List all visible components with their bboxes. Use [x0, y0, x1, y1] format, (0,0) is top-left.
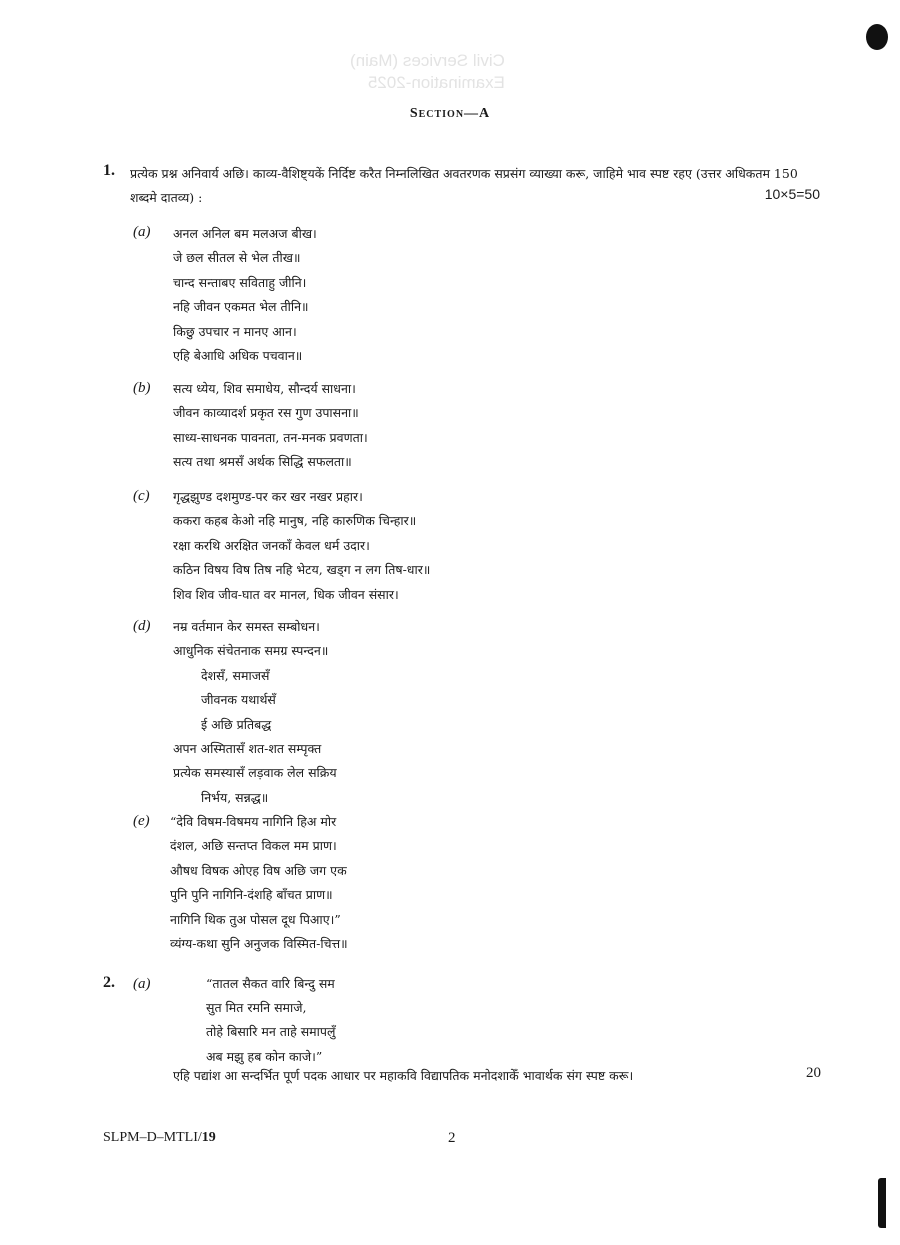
part-d-verse: [173, 615, 337, 810]
verse-line: किछु उपचार न मानए आन।: [173, 323, 297, 339]
part-a-label: (a): [133, 224, 151, 240]
verse-line: निर्भय, सन्नद्ध॥: [201, 789, 269, 805]
verse-line: औषध विषक ओएह विष अछि जग एक: [170, 862, 347, 878]
verse-line: शिव शिव जीव-घात वर मानल, धिक जीवन संसार।: [173, 586, 399, 602]
verse-line: जीवनक यथार्थसँ: [201, 692, 276, 708]
verse-line: ई अछि प्रतिबद्ध: [201, 716, 272, 732]
verse-line: गृद्धझुण्ड दशमुण्ड-पर कर खर नखर प्रहार।: [173, 489, 363, 504]
part-e-verse: [170, 810, 348, 956]
verse-line: नहि जीवन एकमत भेल तीनि॥: [173, 299, 309, 315]
question-2-instruction: एहि पद्यांश आ सन्दर्भित पूर्ण पदक आधार पर महाकवि विद्यापतिक मनोदशाकेँ भावार्थक संग स्पष्ट करू।: [173, 1068, 634, 1083]
paper-code: SLPM–D–MTLI/19: [103, 1130, 216, 1145]
question-1-instruction: प्रत्येक प्रश्न अनिवार्य अछि। काव्य-वैशिष्ट्यकें निर्दिष्ट करैत निम्नलिखित अवतरणक सप्रसंग व्याख्या करू, जाहिमे भाव स्पष्ट रहए (उत्तर अधिकतम 150 शब्दमे दातव्य) :: [130, 166, 798, 205]
part-e-label: (e): [133, 813, 150, 829]
verse-line: रक्षा करथि अरक्षित जनकाँ केवल धर्म उदार।: [173, 537, 370, 553]
verse-line: अपन अस्मितासँ शत-शत सम्पृक्त: [173, 740, 322, 756]
verse-line: सत्य ध्येय, शिव समाधेय, सौन्दर्य साधना।: [173, 381, 356, 396]
verse-line: साध्य-साधनक पावनता, तन-मनक प्रवणता।: [173, 429, 368, 445]
verse-line: अनल अनिल बम मलअज बीख।: [173, 226, 317, 241]
verse-line: चान्द सन्ताबए सविताहु जीनि।: [173, 274, 307, 290]
question-1-number: 1.: [103, 162, 115, 179]
verse-line: प्रत्येक समस्यासँ लड़वाक लेल सक्रिय: [173, 765, 337, 781]
bleed-through-text: Civil Services (Main) Examination-2025: [350, 51, 505, 92]
part-a-verse: [173, 222, 317, 368]
verse-line: तोहे बिसारि मन ताहे समापलुँ: [206, 1024, 336, 1040]
punch-hole-mark: [866, 24, 888, 50]
question-2-part-a-label: (a): [133, 976, 151, 992]
verse-line: “देवि विषम-विषमय नागिनि हिअ मोर: [170, 814, 337, 829]
verse-line: आधुनिक संचेतनाक समग्र स्पन्दन॥: [173, 643, 329, 659]
part-c-label: (c): [133, 488, 150, 504]
section-title: Section—A: [409, 106, 491, 121]
verse-line: सत्य तथा श्रमसँ अर्थक सिद्धि सफलता॥: [173, 454, 352, 470]
part-d-label: (d): [133, 618, 151, 634]
verse-line: जे छल सीतल से भेल तीख॥: [173, 250, 301, 266]
verse-line: दंशल, अछि सन्तप्त विकल मम प्राण।: [170, 838, 337, 854]
verse-line: कठिन विषय विष तिष नहि भेटय, खड्ग न लग तिष-धार॥: [173, 562, 431, 578]
verse-line: नम्र वर्तमान केर समस्त सम्बोधन।: [173, 619, 320, 634]
question-2-marks: 20: [806, 1065, 821, 1081]
verse-line: “तातल सैकत वारि बिन्दु सम: [206, 976, 335, 991]
verse-line: देशसँ, समाजसँ: [201, 667, 270, 683]
verse-line: जीवन काव्यादर्श प्रकृत रस गुण उपासना॥: [173, 405, 359, 421]
verse-line: नागिनि थिक तुअ पोसल दूध पिआए।”: [170, 911, 341, 927]
part-b-verse: [173, 377, 368, 475]
question-2-verse: [206, 972, 335, 1069]
part-c-verse: [173, 485, 430, 607]
part-b-label: (b): [133, 380, 151, 396]
verse-line: व्यंग्य-कथा सुनि अनुजक विस्मित-चित्त॥: [170, 935, 348, 951]
verse-line: ककरा कहब केओ नहि मानुष, नहि कारुणिक चिन्हार॥: [173, 513, 417, 529]
question-1-marks: 10×5=50: [764, 186, 820, 202]
verse-line: सुत मित रमनि समाजे,: [206, 1000, 307, 1016]
question-2-number: 2.: [103, 974, 115, 991]
verse-line: पुनि पुनि नागिनि-दंशहि बाँचत प्राण॥: [170, 887, 333, 903]
scan-edge-mark: [878, 1178, 886, 1228]
verse-line: एहि बेआधि अधिक पचवान॥: [173, 347, 303, 363]
verse-line: अब मझु हब कोन काजे।”: [206, 1048, 323, 1064]
page-number: 2: [448, 1130, 456, 1146]
